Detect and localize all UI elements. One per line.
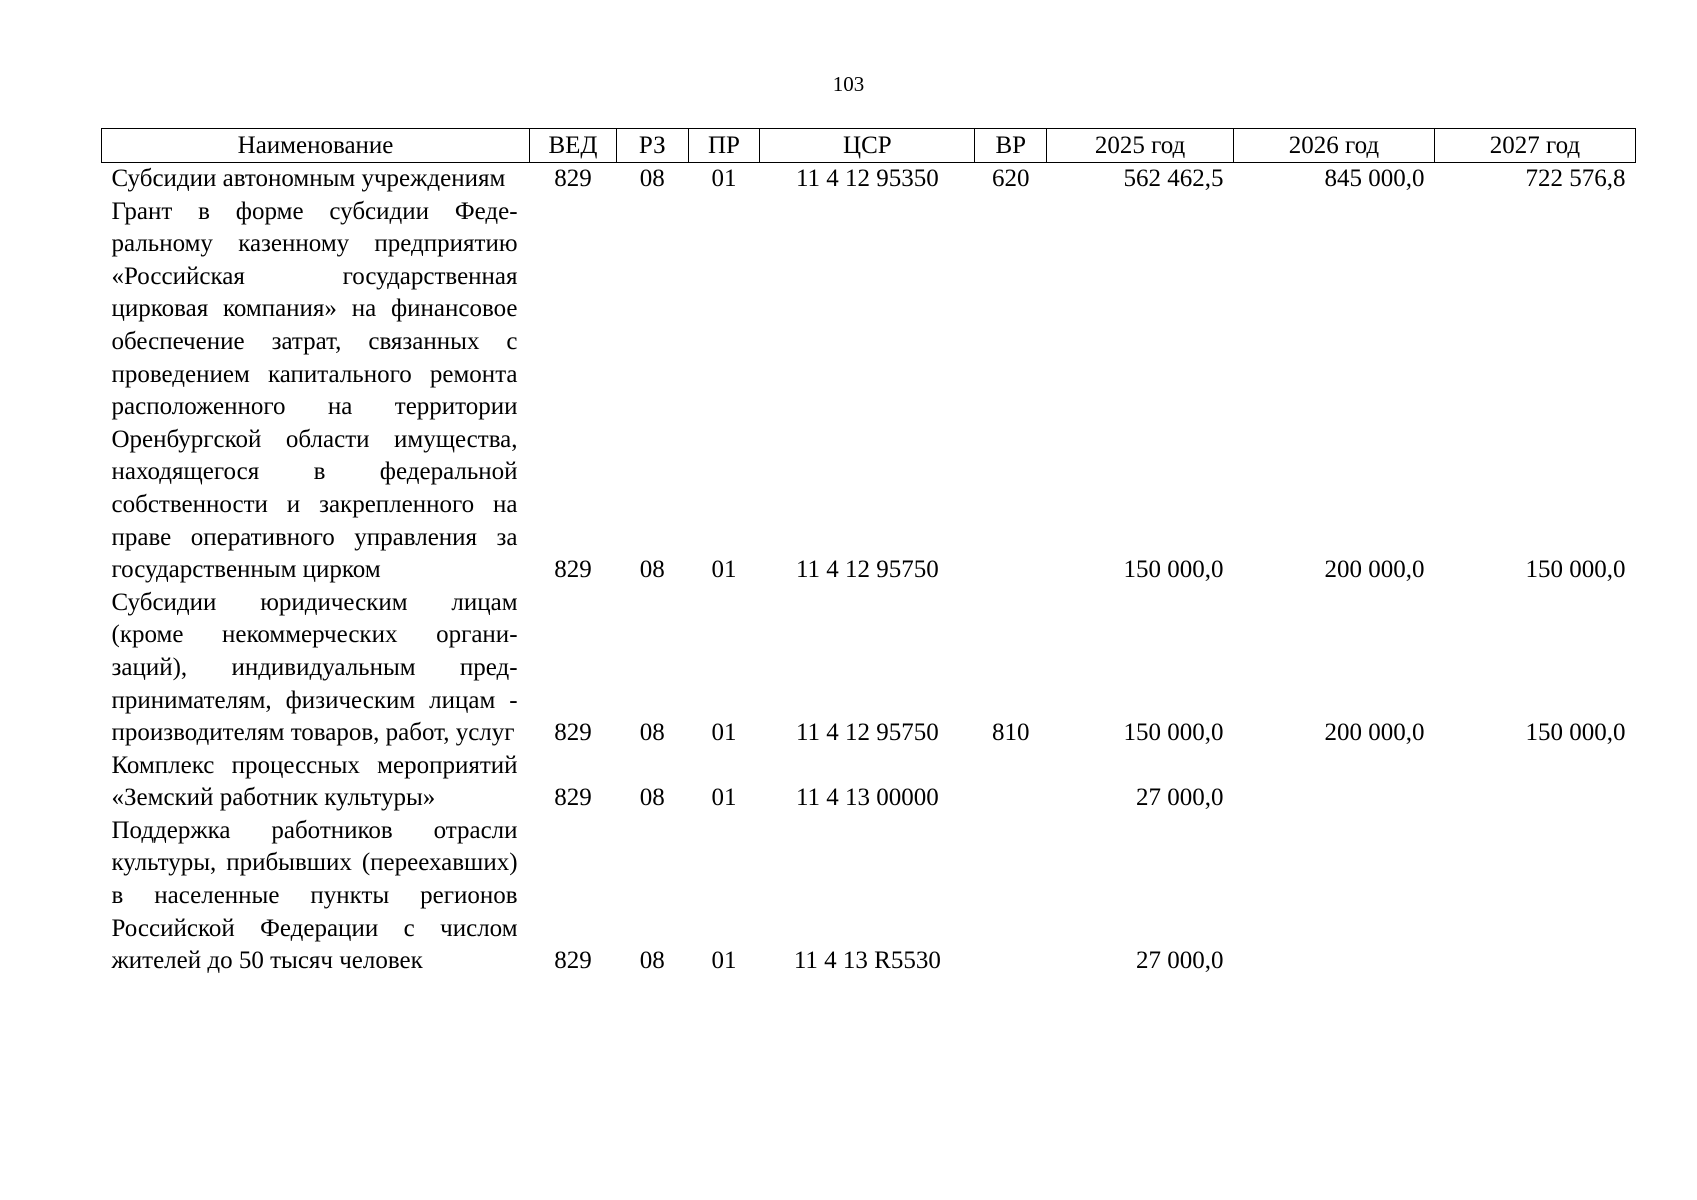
row-name: Комплекс процессных мероприятий «Земский работник культуры»: [111, 751, 518, 812]
row-sum-2027: 722 576,8: [1525, 165, 1626, 192]
row-pr: 01: [711, 947, 737, 975]
row-vr: 810: [992, 719, 1030, 747]
row-vr: [975, 196, 1047, 587]
row-rz: 08: [639, 719, 665, 747]
row-sum-2026: [1233, 750, 1434, 815]
table-row: [102, 196, 1636, 587]
row-name: Субсидии автономным учреждениям: [111, 165, 506, 192]
row-rz: 08: [639, 556, 665, 584]
row-rz: 08: [639, 947, 665, 975]
row-pr: 01: [711, 784, 737, 812]
row-vr: [975, 750, 1047, 815]
table-row: [102, 587, 1636, 750]
header-pr: ПР: [688, 129, 760, 163]
row-sum-2027: 150 000,0: [1525, 556, 1626, 584]
row-ved: 829: [554, 784, 592, 812]
header-csr: ЦСР: [760, 129, 975, 163]
page-number: 103: [832, 72, 865, 96]
header-2026: 2026 год: [1233, 129, 1434, 163]
row-csr: 11 4 13 R5530: [793, 947, 941, 975]
row-ved: 829: [554, 719, 592, 747]
table-row: [102, 815, 1636, 978]
row-sum-2025: 27 000,0: [1135, 784, 1224, 812]
header-rz: РЗ: [616, 129, 688, 163]
row-sum-2025: 150 000,0: [1123, 719, 1224, 747]
header-2025: 2025 год: [1047, 129, 1234, 163]
row-pr: 01: [711, 165, 737, 192]
row-vr: [975, 815, 1047, 978]
row-sum-2026: [1233, 815, 1434, 978]
row-sum-2026: 200 000,0: [1324, 556, 1425, 584]
header-row: [102, 129, 1636, 163]
row-csr: 11 4 12 95750: [795, 719, 939, 747]
header-vr: ВР: [975, 129, 1047, 163]
budget-table: [101, 128, 1636, 978]
table-row: [102, 163, 1636, 196]
row-csr: 11 4 12 95750: [795, 556, 939, 584]
row-rz: 08: [639, 784, 665, 812]
row-sum-2025: 150 000,0: [1123, 556, 1224, 584]
table-row: [102, 750, 1636, 815]
row-name: Субсидии юридическим лицам (кроме некоммерческих организаций), индивидуальным предпринимателям, физическим лицам - производителям товаров, работ, услуг: [111, 588, 518, 747]
row-ved: 829: [554, 165, 592, 192]
row-rz: 08: [639, 165, 665, 192]
row-name: Грант в форме субсидии Федеральному казенному предприятию «Российская государственная цирковая компания» на финансовое обеспечение затрат, связанных с проведением капитального ремонта расположенного на территории Оренбургской области имущества, находящегося в федеральной собственности и закрепленного на праве оперативного управления за государственным цирком: [111, 197, 518, 584]
row-ved: 829: [554, 556, 592, 584]
row-sum-2025: 562 462,5: [1123, 165, 1224, 192]
row-csr: 11 4 12 95350: [795, 165, 939, 192]
row-sum-2027: [1434, 815, 1635, 978]
row-vr: 620: [992, 165, 1030, 192]
row-name: Поддержка работников отрасли культуры, прибывших (переехавших) в населенные пункты регионов Российской Федерации с числом жителей до 50 тысяч человек: [111, 816, 518, 975]
row-sum-2026: 845 000,0: [1324, 165, 1425, 192]
row-sum-2025: 27 000,0: [1135, 947, 1224, 975]
row-pr: 01: [711, 719, 737, 747]
row-pr: 01: [711, 556, 737, 584]
row-csr: 11 4 13 00000: [795, 784, 939, 812]
row-sum-2026: 200 000,0: [1324, 719, 1425, 747]
row-sum-2027: [1434, 750, 1635, 815]
header-ved: ВЕД: [530, 129, 617, 163]
header-name: Наименование: [102, 129, 530, 163]
row-sum-2027: 150 000,0: [1525, 719, 1626, 747]
row-ved: 829: [554, 947, 592, 975]
header-2027: 2027 год: [1434, 129, 1635, 163]
